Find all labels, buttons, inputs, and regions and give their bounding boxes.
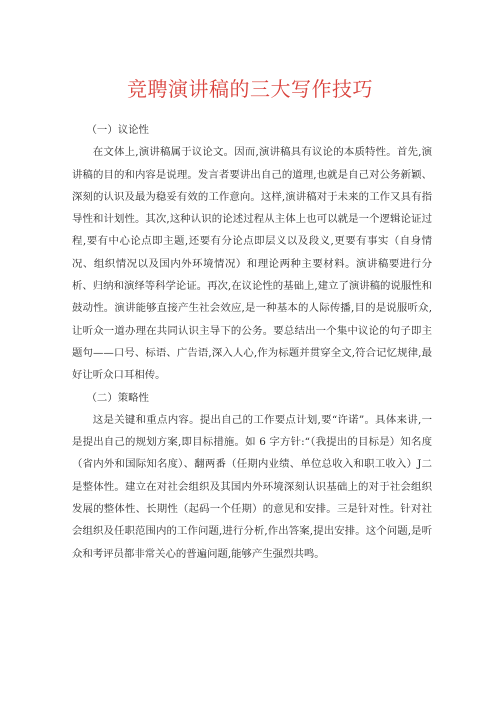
- section-heading-argumentative: （一）议论性: [86, 124, 149, 136]
- section-paragraph-strategic: 这是关键和重点内容。提出自己的工作要点计划,要“许诺”。具体来讲,一是提出自己的规划方案,即目标措施。如 6 字方针:“（我提出的目标是）知名度（省内外和国际知名度）、翻两番（任期内业绩、单位总收入和职工收入）J二是整体性。建立在对社会组织及其国内外环境深刻认识基础上的对于社会组织发展的整体性、长期性（起码一个任期）的意见和安排。三是针对性。针对社会组织及任职范围内的工作问题,进行分析,作出答案,提出安排。这个问题,是听众和考评员都非常关心的普遍问题,能够产生强烈共鸣。: [72, 413, 432, 560]
- document-title: 竞聘演讲稿的三大写作技巧: [127, 77, 373, 101]
- section-heading-strategic: （二）策略性: [86, 391, 149, 404]
- section-paragraph-argumentative: 在文体上,演讲稿属于议论文。因而,演讲稿具有议论的本质特性。首先,演讲稿的目的和内容是说理。发言者要讲出自己的道理,也就是自己对公务新颖、深刻的认识及最为稳妥有效的工作意向。这样,演讲稿对于未来的工作又具有指导性和计划性。其次,这种认识的论述过程从主体上也可以就是一个逻辑论证过程,要有中心论点即主题,还要有分论点即层义以及段义,更要有事实（自身情况、组织情况以及国内外环境情况）和理论两种主要材料。演讲稿要进行分析、归纳和演绎等科学论证。再次,在议论性的基础上,建立了演讲稿的说服性和鼓动性。演讲能够直接产生社会效应,是一种基本的人际传播,目的是说服听众,让听众一道办理在共同认识主导下的公务。要总结出一个集中议论的句子即主题句——口号、标语、广告语,深入人心,作为标题并贯穿全文,符合记忆规律,最好让听众口耳相传。: [72, 146, 432, 382]
- document-body: [72, 119, 432, 565]
